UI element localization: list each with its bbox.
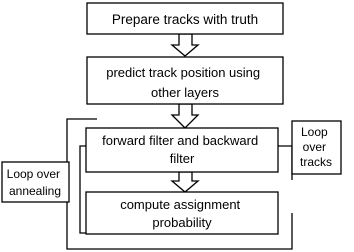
step-assign-line-2: probability [152,215,212,230]
loop-annealing-line-1: Loop over [6,167,61,181]
tracks-loop-line [278,146,292,180]
svg-text:Prepare tracks with truth [112,12,258,27]
step-assign [86,192,278,234]
arrow-down-3 [172,172,198,192]
step-filter-line-2: filter [169,151,195,166]
arrow-down-1 [172,34,198,56]
loop-tracks [292,121,341,174]
svg-text:Loop over tracks [300,125,332,169]
step-predict-line-1: predict track position using [106,65,261,80]
tracks-loop-line-left [80,146,86,233]
step-prepare-line-1: Prepare tracks with truth [111,12,259,27]
loop-tracks-line-1: Loop [300,125,328,139]
loop-annealing-line-2: annealing [8,184,62,198]
step-prepare [87,3,283,34]
loop-tracks-line-2: over [302,140,326,154]
step-predict-line-2: other layers [151,85,219,100]
step-filter [86,128,278,172]
step-filter-line-1: forward filter and backward [102,133,259,148]
arrow-down-2 [172,104,198,128]
step-predict [87,57,283,104]
step-assign-line-1: compute assignment [120,197,241,212]
loop-annealing [2,162,69,202]
loop-tracks-line-3: tracks [299,155,333,169]
